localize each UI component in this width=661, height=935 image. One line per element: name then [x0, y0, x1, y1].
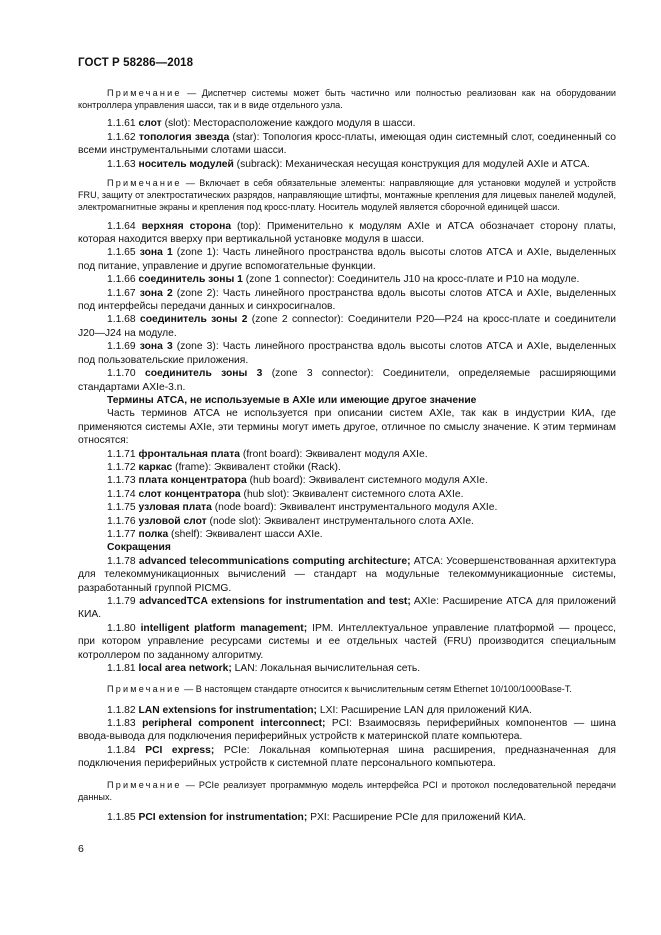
term-name: каркас: [138, 461, 173, 473]
term-definition: (zone 2 connector): Соединители Р20—Р24 на кросс-плате и соединители J20—J24 на модуле.: [78, 314, 616, 339]
term-definition: PCIe: Локальная компьютерная шина расширения, предназначенная для подключения периферийных устройств к системной плате персонального компьютера.: [78, 744, 616, 770]
term-definition: (node slot): Эквивалент инструментального слота AXIe.: [206, 515, 474, 527]
term-number: 1.1.71: [107, 448, 139, 460]
term-number: 1.1.65: [107, 247, 140, 259]
term-1-1-81: [78, 662, 616, 675]
term-name: полка: [138, 528, 169, 540]
term-1-1-76: [78, 515, 616, 528]
term-1-1-84: [78, 744, 616, 771]
term-definition: (star): Топология кросс-платы, имеющая один системный слот, соединенный со всеми инструментальными слотами шасси.: [78, 131, 616, 157]
term-number: 1.1.79: [107, 596, 140, 608]
term-1-1-69: [78, 340, 616, 367]
term-definition: (front board): Эквивалент модуля AXIe.: [240, 448, 428, 460]
term-number: 1.1.69: [107, 341, 140, 353]
term-number: 1.1.61: [107, 118, 139, 130]
term-1-1-85: [78, 811, 616, 824]
term-definition: (zone 3): Часть линейного пространства вдоль высоты слотов АТСА и AXIe, выделенных под пользовательские приложения.: [78, 341, 617, 366]
term-number: 1.1.67: [107, 287, 140, 299]
term-definition: (shelf): Эквивалент шасси AXIe.: [168, 528, 323, 540]
note-text: — Включает в себя обязательные элементы: направляющие для установки модулей и устройств FRU, защиту от электростатических разрядов, направляющие штифты, монтажные крепления для лицевых панелей модулей, электромагнитные экраны и крепления под кросс-плату. Носитель модулей является сборочной единицей шасси.: [78, 178, 616, 213]
term-definition: LXI: Расширение LAN для приложений КИА.: [317, 704, 532, 716]
term-number: 1.1.76: [107, 515, 139, 527]
term-definition: PXI: Расширение PCIe для приложений КИА.: [307, 812, 527, 824]
term-definition: (node board): Эквивалент инструментального модуля AXIe.: [211, 502, 498, 514]
term-number: 1.1.74: [107, 488, 139, 500]
term-1-1-77: [78, 528, 616, 541]
note-text: — PCIe реализует программную модель интерфейса PCI и протокол последовательной передачи данных.: [78, 779, 616, 802]
section-intro-atca: Часть терминов АТСА не используется при описании систем AXIe, так как в индустрии КИА, где применяются системы AXIe, эти термины могут иметь другое, отличное по смыслу значение. К этим терминам относятся:: [78, 408, 616, 447]
term-number: 1.1.64: [107, 220, 142, 232]
page-content: [78, 87, 616, 825]
term-number: 1.1.68: [107, 314, 140, 326]
term-name: фронтальная плата: [138, 448, 241, 460]
term-1-1-72: [78, 461, 616, 474]
term-number: 1.1.73: [107, 475, 139, 487]
term-definition: AXIe: Расширение АТСА для приложений КИА.: [78, 596, 616, 621]
term-name: соединитель зоны 2: [140, 314, 248, 326]
term-1-1-71: [78, 448, 616, 461]
term-name: intelligent platform management;: [140, 622, 308, 634]
term-number: 1.1.80: [107, 622, 141, 634]
term-number: 1.1.75: [107, 502, 139, 514]
term-1-1-64: [78, 220, 616, 247]
term-name: соединитель зоны 3: [144, 368, 263, 380]
term-name: плата концентратора: [138, 475, 247, 487]
term-name: носитель модулей: [138, 158, 234, 170]
note-4: [78, 779, 616, 803]
term-number: 1.1.72: [107, 461, 139, 473]
term-1-1-70: [78, 367, 616, 394]
term-name: верхняя сторона: [141, 220, 232, 232]
term-1-1-73: [78, 474, 616, 487]
term-1-1-66: [78, 273, 616, 286]
term-1-1-75: [78, 501, 616, 514]
section-heading-atca: Термины АТСА, не используемые в AXIe или имеющие другое значение: [107, 394, 477, 406]
note-2: [78, 177, 616, 214]
term-number: 1.1.66: [107, 274, 139, 286]
term-definition: (zone 1 connector): Соединитель J10 на кросс-плате и Р10 на модуле.: [242, 274, 580, 286]
term-1-1-62: [78, 131, 616, 158]
term-name: зона 3: [139, 341, 173, 353]
term-number: 1.1.63: [107, 158, 139, 170]
term-1-1-79: [78, 595, 616, 622]
term-1-1-74: [78, 488, 616, 501]
term-name: PCI express;: [145, 744, 215, 756]
note-label: Примечание: [107, 779, 182, 790]
term-1-1-67: [78, 287, 616, 314]
term-definition: (zone 3 connector): Соединители, определяемые расширяющими стандартами AXIe-3.n.: [78, 368, 616, 393]
term-number: 1.1.62: [107, 131, 139, 143]
term-definition: АТСА: Усовершенствованная архитектура для телекоммуникационных вычислений — стандарт на модульные телекоммуникационные системы, разработанный группой PICMG.: [78, 555, 617, 594]
term-name: узловая плата: [138, 502, 212, 514]
term-number: 1.1.78: [107, 555, 139, 567]
term-name: узловой слот: [138, 515, 207, 527]
term-name: peripheral component interconnect;: [142, 718, 326, 730]
term-definition: (zone 2): Часть линейного пространства вдоль высоты слотов АТСА и AXIe, выделенных под интерфейсы передачи данных и синхросигналов.: [78, 287, 617, 313]
term-definition: (frame): Эквивалент стойки (Rack).: [172, 461, 341, 473]
note-text: — Диспетчер системы может быть частично или полностью реализован как на оборудовании контроллера управления шасси, так и в виде отдельного узла.: [78, 88, 616, 111]
note-3: [78, 683, 616, 695]
note-label: Примечание: [107, 684, 182, 695]
term-name: advancedTCA extensions for instrumentation and test;: [139, 596, 411, 608]
term-1-1-83: [78, 717, 616, 744]
term-definition: LAN: Локальная вычислительная сеть.: [231, 663, 421, 675]
term-1-1-80: [78, 622, 616, 662]
note-text: — В настоящем стандарте относится к вычислительным сетям Ethernet 10/100/1000Base-T.: [181, 684, 572, 695]
term-definition: (slot): Месторасположение каждого модуля в шасси.: [161, 118, 416, 130]
term-name: соединитель зоны 1: [138, 274, 243, 286]
term-1-1-78: [78, 555, 616, 595]
term-definition: (top): Применительно к модулям AXIe и АТСА обозначает сторону платы, которая находится вверху при вертикальной установке модуля в шасси.: [78, 220, 616, 246]
term-name: advanced telecommunications computing architecture;: [138, 555, 411, 567]
term-1-1-65: [78, 246, 616, 273]
term-1-1-63: [78, 158, 616, 171]
term-name: LAN extensions for instrumentation;: [138, 704, 317, 716]
term-definition: (hub slot): Эквивалент системного слота AXIe.: [240, 488, 464, 500]
term-number: 1.1.84: [107, 744, 146, 756]
term-number: 1.1.70: [107, 368, 145, 380]
term-number: 1.1.83: [107, 718, 143, 730]
term-definition: (zone 1): Часть линейного пространства вдоль высоты слотов АТСА и AXIe, выделенных под питание, управление и другие вспомогательные функции.: [78, 247, 617, 272]
section-heading-abbreviations: Сокращения: [107, 542, 171, 554]
page-number: 6: [78, 843, 84, 855]
term-number: 1.1.85: [107, 812, 139, 824]
term-number: 1.1.82: [107, 704, 139, 716]
term-1-1-82: [78, 704, 616, 717]
term-name: топология звезда: [138, 131, 230, 143]
term-1-1-68: [78, 313, 616, 340]
term-name: зона 1: [139, 247, 173, 259]
term-1-1-61: [78, 117, 616, 130]
term-name: слот: [138, 118, 162, 130]
term-name: зона 2: [139, 287, 173, 299]
term-definition: (subrack): Механическая несущая конструкция для модулей AXIe и АТСА.: [233, 158, 590, 170]
note-1: [78, 87, 616, 111]
note-label: Примечание: [107, 88, 182, 98]
term-definition: IPM. Интеллектуальное управление платформой — процесс, при котором управление ресурсами системы и ее отдельных частей (FRU) производится специальным котроллером по заданному алгоритму.: [78, 622, 616, 661]
term-number: 1.1.77: [107, 528, 139, 540]
term-name: local area network;: [138, 663, 232, 675]
term-definition: PCI: Взаимосвязь периферийных компонентов — шина ввода-вывода для подключения периферийных устройств к материнской плате компьютера.: [78, 718, 616, 743]
term-number: 1.1.81: [107, 663, 139, 675]
note-label: Примечание: [107, 178, 182, 189]
document-header: ГОСТ Р 58286—2018: [78, 57, 194, 69]
term-name: слот концентратора: [138, 488, 241, 500]
term-name: PCI extension for instrumentation;: [138, 812, 308, 824]
term-definition: (hub board): Эквивалент системного модуля AXIe.: [246, 475, 488, 487]
